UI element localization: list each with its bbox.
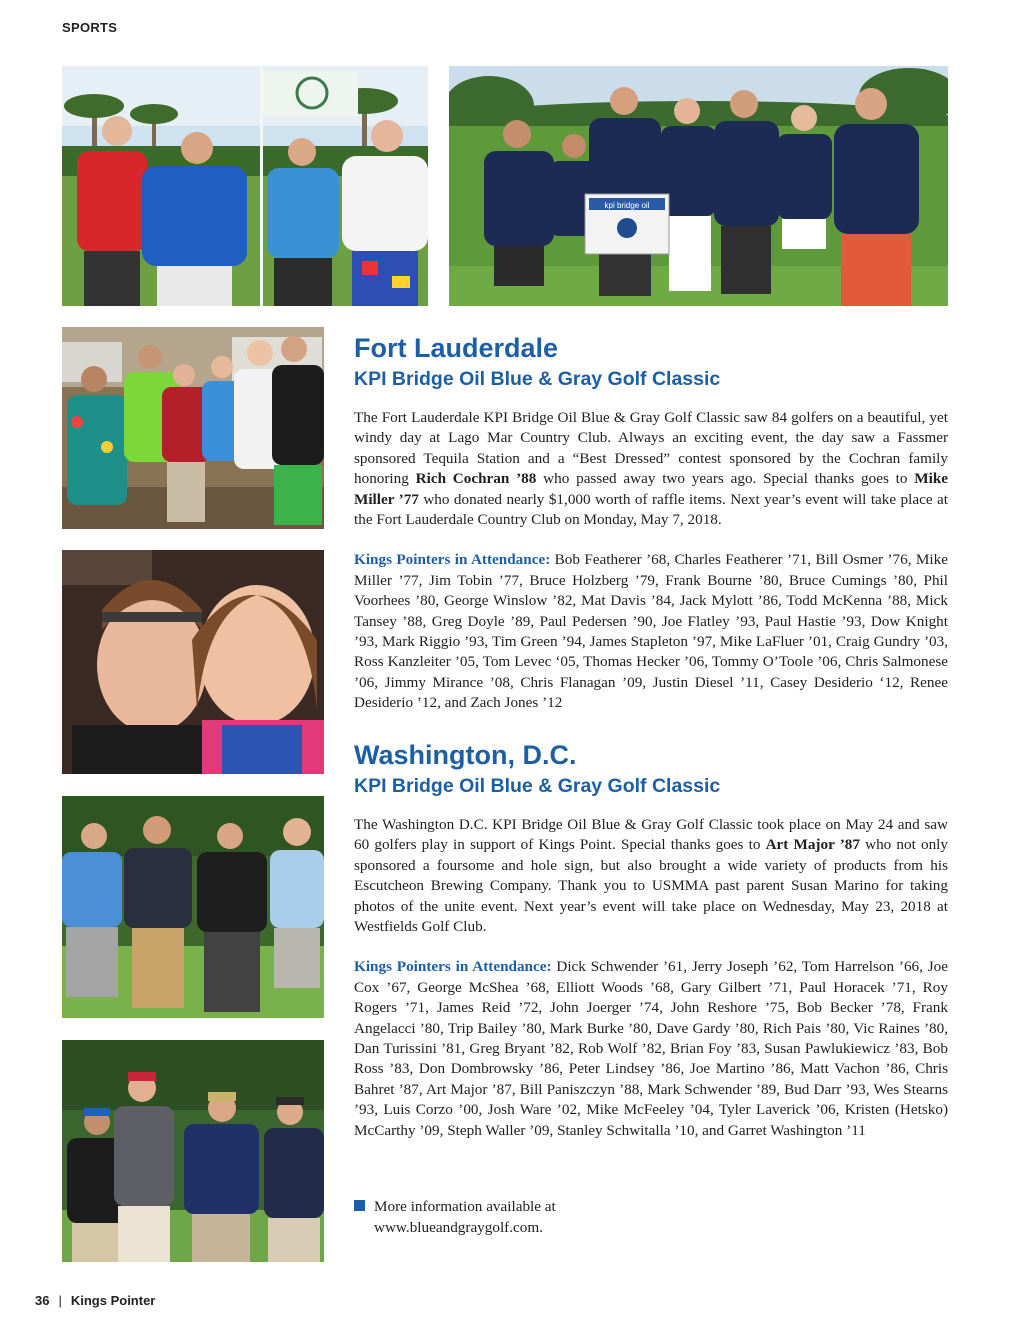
group-with-sponsor-sign-photo xyxy=(449,66,948,306)
page-footer xyxy=(35,1293,155,1308)
section-label: SPORTS xyxy=(62,20,118,35)
golfers-by-flag-photo xyxy=(62,66,428,306)
more-info xyxy=(354,1197,556,1238)
fort-lauderdale-summary: The Fort Lauderdale KPI Bridge Oil Blue & Gray Golf Classic saw 84 golfers on a beautiful, yet windy day at Lago Mar Country Club. Always an exciting event, the day saw a Fassmer sponsored Tequila Station and a “Best Dressed” contest sponsored by the Cochran family honoring Rich Cochran ’88 who passed away two years ago. Special thanks goes to Mike Miller ’77 who donated nearly $1,000 worth of raffle items. Next year’s event will take place at the Fort Lauderdale Country Club on Monday, May 7, 2018. xyxy=(354,409,949,529)
two-women-selfie-photo xyxy=(62,550,324,774)
washington-dc-heading: Washington, D.C. xyxy=(354,740,577,770)
footer-separator: | xyxy=(58,1293,62,1308)
four-golfers-in-caps-photo xyxy=(62,1040,324,1262)
square-bullet-icon xyxy=(354,1200,365,1211)
fort-lauderdale-heading: Fort Lauderdale xyxy=(354,333,559,363)
fort-lauderdale-attendees: Kings Pointers in Attendance: Bob Featherer ’68, Charles Featherer ’71, Bill Osmer ’76, Mike Miller ’77, Jim Tobin ’77, Bruce Holzberg ’79, Frank Bourne ’80, Bruce Cumings ’80, Phil Voorhees ’80, George Winslow ’82, Mat Davis ’84, Jack Mylott ’86, Todd McKenna ’88, Mick Tansey ’88, Greg Doyle ’89, Paul Pedersen ’90, Joe Flatley ’93, Paul Hastie ’93, Dow Knight ’93, Mark Riggio ’93, Tim Green ’94, James Stapleton ’97, Mike LaFluer ’01, Craig Gundry ’03, Ross Kanzleiter ’05, Tom Levec ‘05, Thomas Hecker ’06, Tommy O’Toole ’06, Chris Salmonese ’06, Jimmy Mirance ’08, Chris Flanagan ’09, Justin Diesel ’11, Casey Desiderio ‘12, Renee Desiderio ’12, and Zach Jones ’12 xyxy=(354,551,948,712)
publication-name: Kings Pointer xyxy=(70,1293,156,1308)
washington-dc-section xyxy=(354,739,948,1141)
washington-dc-attendees: Kings Pointers in Attendance: Dick Schwender ’61, Jerry Joseph ’62, Tom Harrelson ’66, Joe Cox ’67, George McShea ’68, Elliott Woods ’68, Gary Gilbert ’71, Paul Horacek ’71, Roy Rogers ’71, James Reid ’72, John Joerger ’74, John Reshore ’75, Bob Becker ’78, Frank Angelacci ’80, Trip Bailey ’80, Mark Burke ’80, Dave Gardy ’80, Rich Pais ’80, Vic Raines ’80, Dan Turissini ’81, Greg Bryant ’82, Rob Wolf ’82, Brian Foy ’83, Susan Pawlukiewicz ’83, Bob Ross ’83, Don Dombrowsky ’86, Peter Lindsey ’86, Joe Martino ’86, Matt Vachon ’86, Chris Bahret ’87, Art Major ’87, Bill Paniszczyn ’88, Mark Schwender ’89, Bud Darr ’93, Wes Stearns ’93, Luis Corzo ’00, Josh Ware ’02, Mike McFeeley ’04, Tyler Laverick ’06, Kristen (Hetsko) McCarthy ’09, Steph Waller ’09, Stanley Schwitalla ’10, and Garret Washington ’11 xyxy=(354,958,948,1139)
washington-dc-summary: The Washington D.C. KPI Bridge Oil Blue & Gray Golf Classic took place on May 24 and saw 60 golfers play in support of Kings Point. Special thanks goes to Art Major ’87 who not only sponsored a foursome and hole sign, but also brought a wide variety of products from his Escutcheon Brewing Company. Thank you to USMMA past parent Susan Marino for taking photos of the unite event. Next year’s event will take place on Wednesday, May 23, 2018 at Westfields Golf Club. xyxy=(354,816,948,936)
page-number: 36 xyxy=(35,1293,50,1308)
attendance-label: Kings Pointers in Attendance: xyxy=(354,551,551,569)
four-golfers-on-course-photo xyxy=(62,796,324,1018)
website-link[interactable]: www.blueandgraygolf.com. xyxy=(374,1218,543,1236)
sponsor-sign-text: kpi bridge oil xyxy=(604,201,650,210)
fort-lauderdale-section xyxy=(354,332,948,714)
more-info-text: More information available at xyxy=(374,1198,556,1215)
fort-lauderdale-subheading: KPI Bridge Oil Blue & Gray Golf Classic xyxy=(354,368,721,390)
washington-dc-subheading: KPI Bridge Oil Blue & Gray Golf Classic xyxy=(354,775,721,797)
attendance-label: Kings Pointers in Attendance: xyxy=(354,958,552,976)
group-indoors-photo xyxy=(62,327,324,529)
